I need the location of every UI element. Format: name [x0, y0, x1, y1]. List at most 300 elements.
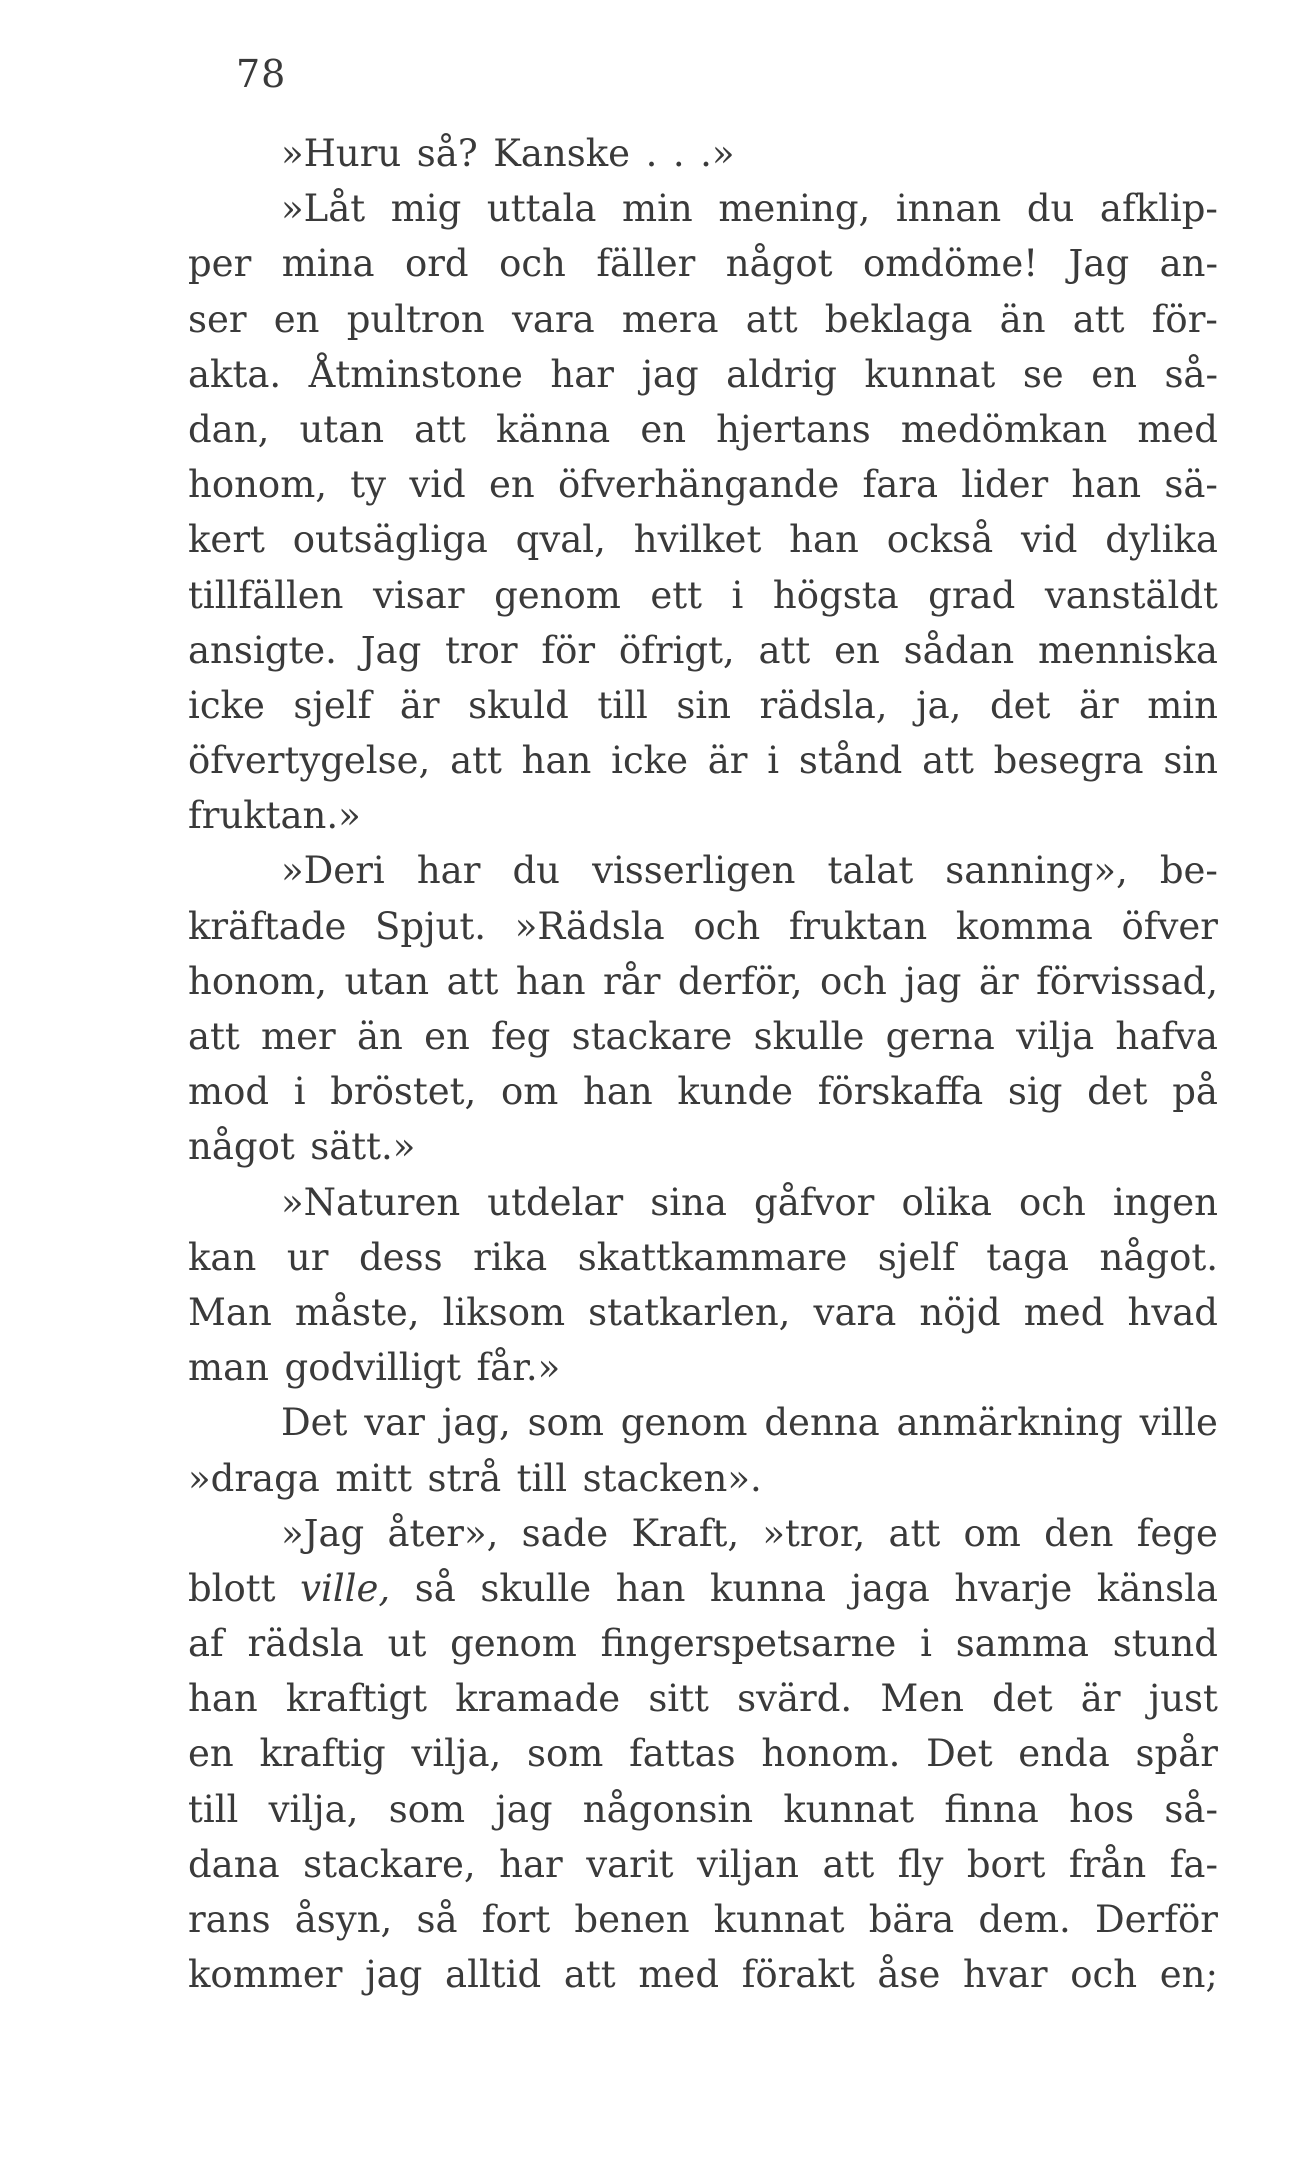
word: dem.: [978, 1898, 1071, 1941]
word: tillfällen: [188, 573, 344, 617]
word: känna: [496, 407, 611, 451]
word: om: [500, 1070, 559, 1114]
word: tror: [445, 628, 518, 672]
word: så-: [1164, 1787, 1218, 1831]
word: med: [1023, 1290, 1105, 1334]
word: jag: [365, 1953, 423, 1997]
word: att: [758, 628, 811, 672]
word: per: [188, 242, 252, 286]
word: mitt: [335, 1456, 412, 1500]
word: Jag: [360, 628, 422, 672]
word: jag: [904, 959, 962, 1003]
word: .: [645, 132, 658, 175]
word: bort: [966, 1842, 1046, 1886]
word: jag,: [441, 1401, 511, 1445]
word: fruktan: [788, 904, 928, 948]
word: visserligen: [592, 849, 796, 893]
word: sjelf: [877, 1235, 956, 1279]
word: förskaffa: [817, 1070, 984, 1114]
word: min: [1147, 683, 1218, 727]
word: finna: [944, 1787, 1039, 1831]
word: åse: [877, 1953, 941, 1997]
word: fly: [897, 1842, 944, 1886]
word: kunna: [710, 1566, 826, 1610]
word: högsta: [772, 573, 899, 617]
text-line: [188, 678, 1218, 733]
text-line: [188, 1892, 1218, 1947]
word: vilja,: [268, 1787, 359, 1831]
word: Kanske: [493, 132, 631, 175]
word: Man: [188, 1290, 272, 1334]
word: den: [1044, 1511, 1114, 1555]
word: ord: [404, 242, 469, 286]
text-line: [188, 1782, 1218, 1837]
word: Spjut.: [375, 904, 487, 948]
word: något.: [1099, 1235, 1218, 1279]
text-line: [188, 1340, 1218, 1395]
word: fort: [481, 1898, 551, 1941]
word: dan,: [188, 407, 270, 451]
word: en: [640, 407, 687, 451]
word: feg: [491, 1015, 551, 1058]
word: besegra: [993, 739, 1144, 783]
word: öfrigt,: [618, 628, 735, 672]
word: strå: [427, 1456, 502, 1500]
word: med: [1137, 407, 1218, 451]
word: kraftig: [259, 1732, 386, 1776]
word: rår: [602, 959, 661, 1003]
word: sådan: [903, 628, 1015, 672]
word: till: [597, 683, 648, 727]
word: Det: [926, 1732, 993, 1776]
word: »draga: [188, 1456, 320, 1500]
word: från: [1068, 1842, 1147, 1886]
word: kunde: [677, 1070, 794, 1114]
text-line: [188, 568, 1218, 623]
word: uttala: [486, 187, 597, 231]
word: sätt.»: [310, 1125, 416, 1169]
word: känsla: [1096, 1566, 1218, 1610]
word: har: [550, 352, 614, 396]
word: kan: [188, 1235, 257, 1279]
word: »Låt: [281, 187, 366, 231]
word: min: [622, 187, 693, 231]
word: vanstäldt: [1044, 573, 1218, 617]
word: hos: [1069, 1787, 1135, 1831]
word: du: [512, 849, 560, 893]
word: är: [707, 739, 748, 783]
word: honom,: [188, 959, 328, 1003]
word: något: [725, 242, 833, 286]
word: sin: [676, 683, 731, 727]
word: utan: [299, 407, 385, 451]
word: Det: [281, 1401, 348, 1445]
word: akta.: [188, 352, 282, 396]
text-line: [188, 1451, 1218, 1506]
word: hvad: [1127, 1290, 1218, 1334]
word: mina: [281, 242, 375, 286]
word: att: [414, 407, 466, 451]
word: han: [521, 739, 592, 783]
word: se: [1022, 352, 1064, 396]
word: taga: [986, 1235, 1069, 1279]
word: pultron: [346, 297, 485, 341]
word: be-: [1159, 849, 1218, 893]
word: han: [188, 1677, 258, 1721]
word: ut: [387, 1622, 427, 1666]
word: på: [1172, 1070, 1218, 1114]
word: fattas: [629, 1732, 736, 1776]
word: man: [188, 1346, 269, 1390]
word: derför,: [677, 959, 803, 1003]
word: så?: [416, 132, 478, 175]
word: bära: [868, 1898, 955, 1941]
word: är: [399, 683, 440, 727]
word: outsägliga: [292, 518, 488, 562]
word: genom: [494, 573, 621, 617]
word: en: [188, 1732, 234, 1776]
text-line: [188, 236, 1218, 291]
word: olika: [901, 1180, 992, 1224]
word: har: [416, 849, 481, 893]
word: fruktan.»: [188, 794, 361, 838]
word: stackare,: [303, 1842, 476, 1886]
word: rans: [188, 1898, 271, 1941]
word: ansigte.: [188, 628, 337, 672]
word: ser: [188, 297, 247, 341]
word: förakt: [741, 1953, 855, 1997]
word: så: [414, 1566, 456, 1610]
word: komma: [955, 904, 1093, 948]
word: att: [446, 959, 499, 1003]
word: har: [499, 1842, 563, 1886]
word: en: [1091, 352, 1137, 396]
word: af: [188, 1622, 224, 1666]
word: utdelar: [487, 1180, 624, 1224]
word: varit: [586, 1842, 674, 1886]
word: genom: [450, 1622, 577, 1666]
word: »Jag: [281, 1511, 365, 1555]
word: som: [388, 1787, 466, 1831]
word: till: [516, 1456, 568, 1500]
word: ingen: [1112, 1180, 1218, 1224]
word: Kraft,: [631, 1511, 740, 1555]
word: och: [819, 959, 887, 1003]
word: ty: [350, 463, 387, 507]
word: i: [920, 1622, 932, 1666]
text-line: [188, 1561, 1218, 1616]
word: till: [188, 1787, 239, 1831]
word: också: [886, 518, 994, 562]
text-line: [188, 1671, 1218, 1726]
word: skulle: [480, 1566, 592, 1610]
word: hvar: [963, 1953, 1048, 1997]
word: icke: [188, 683, 265, 727]
word: Men: [880, 1677, 964, 1721]
word: och: [1018, 1180, 1086, 1224]
word: öfvertygelse,: [188, 739, 431, 783]
word: vilja,: [411, 1732, 502, 1776]
word: gerna: [885, 1015, 995, 1058]
word: »tror,: [762, 1511, 866, 1555]
word: ville: [1139, 1401, 1218, 1445]
word: i: [731, 573, 744, 617]
word: fäller: [596, 242, 696, 286]
word: sitt: [648, 1677, 709, 1721]
word: lider: [961, 463, 1049, 507]
word: åter»,: [387, 1511, 499, 1555]
text-line: [188, 733, 1218, 788]
word: han: [515, 959, 586, 1003]
word: an-: [1159, 242, 1218, 286]
word: medömkan: [900, 407, 1108, 451]
word: är: [978, 959, 1019, 1003]
word: stackare: [571, 1015, 733, 1058]
word: att: [563, 1953, 616, 1997]
text-line: [188, 1119, 1218, 1174]
text-line: [188, 1064, 1218, 1119]
word: i: [767, 739, 780, 783]
word: kommer: [188, 1953, 343, 1997]
word: Åtminstone: [308, 352, 523, 396]
word: denna: [764, 1401, 880, 1445]
word: rika: [473, 1235, 548, 1279]
word: att: [888, 1511, 941, 1555]
word: stund: [1112, 1622, 1218, 1666]
word: .»: [700, 132, 735, 175]
word: han: [615, 1566, 686, 1610]
word: kunnat: [783, 1787, 915, 1831]
word: »Naturen: [281, 1180, 461, 1224]
text-line: [188, 623, 1218, 678]
text-line: [188, 1175, 1218, 1230]
word: det: [989, 683, 1051, 727]
word: åsyn,: [294, 1898, 393, 1941]
word: än: [356, 1015, 403, 1058]
word: än: [999, 297, 1046, 341]
word: honom.: [761, 1732, 901, 1776]
text-line: [188, 1230, 1218, 1285]
word: i: [293, 1070, 306, 1114]
text-line: [188, 512, 1218, 567]
word: om: [963, 1511, 1021, 1555]
word: fara: [862, 463, 939, 507]
word: någonsin: [582, 1787, 754, 1831]
word: bröstet,: [330, 1070, 477, 1114]
word: gåfvor: [754, 1180, 875, 1224]
word: att: [822, 1842, 875, 1886]
word: sig: [1007, 1070, 1063, 1114]
text-line: [188, 1395, 1218, 1450]
word: att: [745, 297, 798, 341]
word: omdöme!: [862, 242, 1039, 286]
word: ur: [286, 1235, 329, 1279]
text-line: [188, 788, 1218, 843]
text-line: [188, 1506, 1218, 1561]
word: en: [488, 463, 535, 507]
word: att: [188, 1015, 240, 1058]
word: aldrig: [726, 352, 837, 396]
word: »Rädsla: [514, 904, 665, 948]
text-line: [188, 402, 1218, 457]
word: för-: [1151, 297, 1218, 341]
word: »Huru: [281, 132, 402, 175]
word: vara: [813, 1290, 897, 1334]
word: öfverhängande: [557, 463, 840, 507]
word: mer: [261, 1015, 336, 1058]
word: talat: [827, 849, 914, 893]
text-line: [188, 181, 1218, 236]
word: och: [693, 904, 761, 948]
word: jaga: [850, 1566, 930, 1610]
word: han: [789, 518, 859, 562]
word: och: [1070, 1953, 1138, 1997]
word: mening,: [718, 187, 871, 231]
word: en;: [1159, 1953, 1218, 1997]
text-line: [188, 843, 1218, 898]
word: qval,: [515, 518, 606, 562]
word: utan: [344, 959, 430, 1003]
word: ville,: [300, 1566, 391, 1610]
word: stånd: [798, 739, 903, 783]
word: sä-: [1164, 463, 1218, 507]
word: skulle: [753, 1015, 865, 1058]
word: sade: [521, 1511, 609, 1555]
word: att: [1072, 297, 1125, 341]
word: hvilket: [633, 518, 762, 562]
text-line: [188, 347, 1218, 402]
word: som: [527, 1401, 604, 1445]
word: enda: [1018, 1732, 1110, 1776]
word: det: [1087, 1070, 1148, 1114]
word: rädsla,: [759, 683, 888, 727]
word: vid: [409, 463, 466, 507]
word: kramade: [455, 1677, 621, 1721]
word: blott: [188, 1566, 276, 1610]
word: innan: [895, 187, 1002, 231]
word: så: [416, 1898, 458, 1941]
word: vilja: [1016, 1015, 1095, 1058]
word: hvarje: [954, 1566, 1073, 1610]
word: med: [638, 1953, 720, 1997]
word: kräftade: [188, 904, 347, 948]
word: liksom: [442, 1290, 566, 1334]
word: svärd.: [737, 1677, 853, 1721]
word: vara: [511, 297, 595, 341]
word: är: [1080, 1677, 1121, 1721]
word: fingerspetsarne: [600, 1622, 897, 1666]
word: skattkammare: [577, 1235, 848, 1279]
page-number: 78: [236, 52, 287, 96]
word: för: [541, 628, 596, 672]
word: stacken».: [582, 1456, 762, 1500]
word: något: [188, 1125, 295, 1169]
word: godvilligt: [284, 1346, 461, 1390]
word: var: [364, 1401, 425, 1445]
word: ett: [650, 573, 703, 617]
word: dylika: [1105, 518, 1218, 562]
word: visar: [373, 573, 465, 617]
word: att: [922, 739, 974, 783]
word: kert: [188, 518, 265, 562]
text-line: [188, 1947, 1218, 2002]
word: Derför: [1095, 1898, 1218, 1941]
text-line: [188, 1009, 1218, 1064]
word: en: [273, 297, 320, 341]
word: jag: [495, 1787, 553, 1831]
word: dess: [359, 1235, 443, 1279]
word: grad: [928, 573, 1016, 617]
word: menniska: [1038, 628, 1218, 672]
word: anmärkning: [896, 1401, 1123, 1445]
word: han: [582, 1070, 653, 1114]
word: nöjd: [919, 1290, 1001, 1334]
word: rädsla: [247, 1622, 364, 1666]
word: .: [672, 132, 685, 175]
text-line: [188, 1285, 1218, 1340]
word: du: [1026, 187, 1075, 231]
word: sanning»,: [945, 849, 1128, 893]
word: benen: [574, 1898, 690, 1941]
word: sin: [1163, 739, 1218, 783]
word: jag: [641, 352, 699, 396]
word: icke: [611, 739, 688, 783]
word: en: [424, 1015, 470, 1058]
word: sjelf: [293, 683, 372, 727]
word: som: [527, 1732, 604, 1776]
word: ja,: [916, 683, 962, 727]
text-line: [188, 292, 1218, 347]
word: det: [992, 1677, 1053, 1721]
word: sina: [650, 1180, 727, 1224]
word: spår: [1135, 1732, 1218, 1776]
word: förvissad,: [1036, 959, 1218, 1003]
word: vid: [1021, 518, 1078, 562]
word: mig: [390, 187, 462, 231]
text-line: [188, 954, 1218, 1009]
word: hafva: [1115, 1015, 1218, 1058]
word: statkarlen,: [588, 1290, 791, 1334]
text-line: [188, 1837, 1218, 1892]
word: en: [834, 628, 880, 672]
word: afklip-: [1099, 187, 1218, 231]
word: kunnat: [864, 352, 996, 396]
word: alltid: [445, 1953, 542, 1997]
text-line: [188, 457, 1218, 512]
word: genom: [620, 1401, 748, 1445]
word: samma: [955, 1622, 1089, 1666]
word: är: [1078, 683, 1119, 727]
word: att: [450, 739, 502, 783]
word: fege: [1136, 1511, 1218, 1555]
text-line: [188, 126, 1218, 181]
word: så-: [1164, 352, 1218, 396]
word: kunnat: [713, 1898, 845, 1941]
text-line: [188, 1726, 1218, 1781]
word: får.»: [476, 1346, 561, 1390]
word: måste,: [294, 1290, 420, 1334]
body-text: [188, 126, 1218, 2002]
word: mod: [188, 1070, 270, 1114]
word: dana: [188, 1842, 280, 1886]
word: och: [499, 242, 566, 286]
word: Jag: [1068, 242, 1130, 286]
word: viljan: [697, 1842, 799, 1886]
word: hjertans: [716, 407, 871, 451]
word: kraftigt: [285, 1677, 428, 1721]
word: »Deri: [281, 849, 385, 893]
word: just: [1148, 1677, 1218, 1721]
